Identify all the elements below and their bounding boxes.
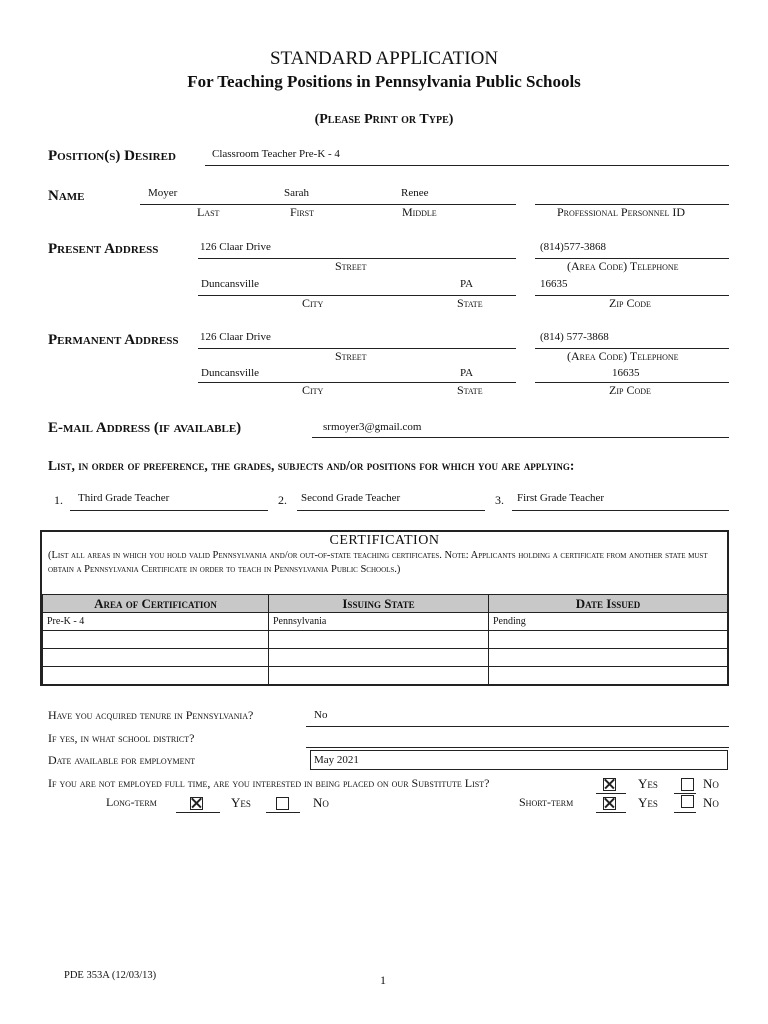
substitute-no-checkbox[interactable] — [681, 778, 694, 791]
preference-number-3: 3. — [495, 493, 504, 507]
date-cell[interactable] — [489, 667, 728, 685]
state-cell[interactable] — [269, 631, 489, 649]
table-row — [43, 631, 728, 649]
present-street-field[interactable]: 126 Claar Drive — [200, 241, 271, 253]
short-term-yes-underline — [596, 812, 626, 813]
preference-underline-1 — [70, 510, 268, 511]
form-instruction: (Please Print or Type) — [314, 112, 454, 127]
present-address-label: Present Address — [48, 241, 159, 257]
table-row — [43, 667, 728, 685]
present-phone-caption: (Area Code) Telephone — [567, 259, 679, 273]
preference-underline-2 — [297, 510, 485, 511]
substitute-yes-checkbox[interactable] — [603, 778, 616, 791]
permanent-city-caption: City — [302, 383, 324, 397]
page-number: 1 — [380, 973, 386, 987]
email-label: E-mail Address (if available) — [48, 420, 242, 436]
short-term-no-label: No — [703, 795, 719, 810]
name-label: Name — [48, 188, 85, 204]
present-phone-field[interactable]: (814)577-3868 — [540, 241, 606, 253]
permanent-address-label: Permanent Address — [48, 332, 179, 348]
certification-header-row — [43, 595, 728, 613]
availability-question: Date available for employment — [48, 753, 196, 767]
permanent-zip-caption: Zip Code — [609, 383, 651, 397]
form-id: PDE 353A (12/03/13) — [64, 970, 157, 981]
present-city-field[interactable]: Duncansville — [201, 278, 260, 290]
area-cell[interactable] — [43, 649, 269, 667]
present-zip-field[interactable]: 16635 — [540, 278, 568, 290]
state-cell[interactable] — [269, 649, 489, 667]
middle-name-field[interactable]: Renee — [401, 187, 429, 199]
table-row — [43, 613, 728, 631]
substitute-yes-underline — [596, 793, 626, 794]
district-question: If yes, in what school district? — [48, 731, 195, 745]
column-header-state: Issuing State — [269, 595, 489, 613]
permanent-city-field[interactable]: Duncansville — [201, 367, 260, 379]
column-header-date: Date Issued — [489, 595, 728, 613]
preference-field-3[interactable]: First Grade Teacher — [517, 492, 604, 504]
long-term-no-checkbox[interactable] — [276, 797, 289, 810]
date-cell[interactable]: Pending — [489, 613, 728, 631]
tenure-question: Have you acquired tenure in Pennsylvania? — [48, 708, 254, 722]
substitute-no-underline — [674, 793, 696, 794]
position-underline — [205, 165, 729, 166]
area-cell[interactable] — [43, 667, 269, 685]
position-label: Position(s) Desired — [48, 148, 176, 164]
certification-note: (List all areas in which you hold valid Pennsylvania and/or out-of-state teaching certificates. Note: Applicants holding a certificate from another state must obtain a Pennsylvania Certificate in order to teach in Pennsylvania Public Schools.) — [48, 550, 708, 575]
state-cell[interactable] — [269, 667, 489, 685]
state-cell[interactable]: Pennsylvania — [269, 613, 489, 631]
long-term-label: Long-term — [106, 795, 157, 809]
form-subtitle: For Teaching Positions in Pennsylvania Public Schools — [187, 72, 581, 91]
permanent-state-caption: State — [457, 383, 483, 397]
substitute-question: If you are not employed full time, are you interested in being placed on our Substitute List? — [48, 776, 490, 790]
preference-field-1[interactable]: Third Grade Teacher — [78, 492, 170, 504]
last-caption: Last — [197, 205, 220, 219]
permanent-zip-field[interactable]: 16635 — [612, 367, 640, 379]
tenure-field[interactable]: No — [314, 709, 328, 721]
substitute-yes-label: Yes — [638, 776, 658, 791]
district-underline — [306, 747, 729, 748]
present-state-field[interactable]: PA — [460, 278, 474, 290]
preference-field-2[interactable]: Second Grade Teacher — [301, 492, 401, 504]
first-name-field[interactable]: Sarah — [284, 187, 310, 199]
preferences-label: List, in order of preference, the grades, subjects and/or positions for which you are applying: — [48, 458, 575, 473]
column-header-area: Area of Certification — [43, 595, 269, 613]
tenure-underline — [306, 726, 729, 727]
date-cell[interactable] — [489, 649, 728, 667]
long-term-yes-underline — [176, 812, 220, 813]
area-cell[interactable]: Pre-K - 4 — [43, 613, 269, 631]
substitute-no-label: No — [703, 776, 719, 791]
present-state-caption: State — [457, 296, 483, 310]
permanent-street-field[interactable]: 126 Claar Drive — [200, 331, 271, 343]
certification-section — [40, 530, 729, 686]
preference-underline-3 — [512, 510, 729, 511]
permanent-state-field[interactable]: PA — [460, 367, 474, 379]
first-caption: First — [290, 205, 315, 219]
table-row — [43, 649, 728, 667]
position-field[interactable]: Classroom Teacher Pre-K - 4 — [212, 148, 340, 160]
present-street-caption: Street — [335, 259, 367, 273]
short-term-yes-checkbox[interactable] — [603, 797, 616, 810]
email-field[interactable]: srmoyer3@gmail.com — [323, 421, 422, 433]
certification-title: CERTIFICATION — [329, 533, 440, 548]
preference-number-2: 2. — [278, 493, 287, 507]
preference-number-1: 1. — [54, 493, 63, 507]
long-term-yes-checkbox[interactable] — [190, 797, 203, 810]
date-cell[interactable] — [489, 631, 728, 649]
form-title: STANDARD APPLICATION — [269, 48, 499, 69]
present-zip-caption: Zip Code — [609, 296, 651, 310]
short-term-label: Short-term — [519, 795, 574, 809]
permanent-phone-field[interactable]: (814) 577-3868 — [540, 331, 609, 343]
area-cell[interactable] — [43, 631, 269, 649]
present-city-caption: City — [302, 296, 324, 310]
certification-table — [42, 594, 728, 685]
personnel-id-caption: Professional Personnel ID — [557, 205, 686, 219]
email-underline — [312, 437, 729, 438]
short-term-yes-label: Yes — [638, 795, 658, 810]
middle-caption: Middle — [402, 205, 437, 219]
long-term-no-underline — [266, 812, 300, 813]
long-term-yes-label: Yes — [231, 795, 251, 810]
short-term-no-checkbox[interactable] — [681, 795, 694, 808]
long-term-no-label: No — [313, 795, 329, 810]
last-name-field[interactable]: Moyer — [148, 187, 178, 199]
permanent-street-caption: Street — [335, 349, 367, 363]
short-term-no-underline — [674, 812, 696, 813]
permanent-phone-caption: (Area Code) Telephone — [567, 349, 679, 363]
availability-field[interactable]: May 2021 — [310, 750, 728, 770]
